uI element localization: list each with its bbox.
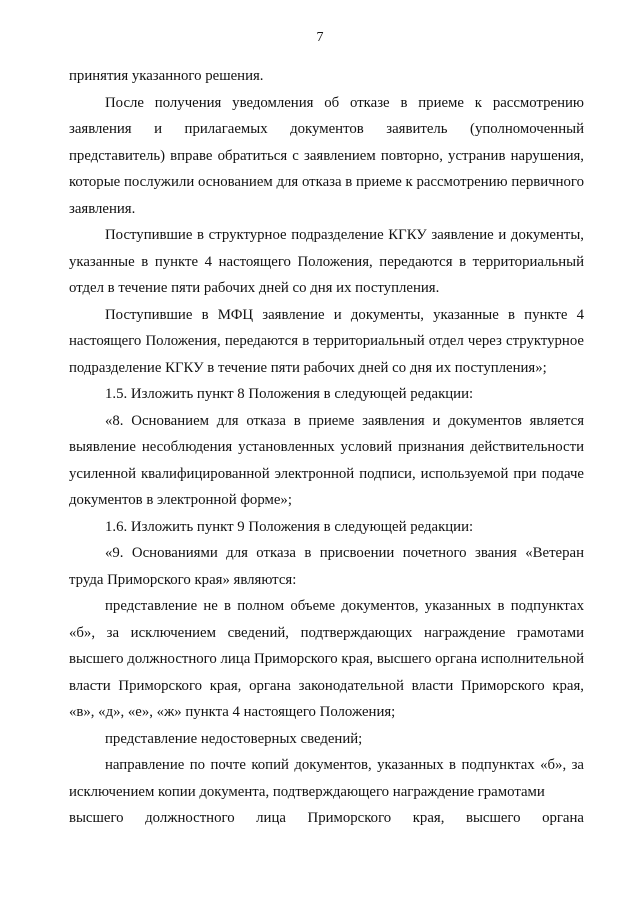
paragraph-final-line: высшего должностного лица Приморского края, высшего органа — [69, 810, 584, 826]
paragraph-point-9: «9. Основаниями для отказа в присвоении почетного звания «Ветеран труда Приморского края» являются: — [69, 545, 584, 588]
paragraph-point-8: «8. Основанием для отказа в приеме заявления и документов является выявление несоблюдения установленных условий признания действительности усиленной квалифицированной электронной подписи, используемой при подаче документов в электронной форме»; — [69, 412, 584, 508]
paragraph-continuation: принятия указанного решения. — [69, 68, 264, 84]
page-number: 7 — [316, 30, 324, 45]
paragraph-unreliable-info: представление недостоверных сведений; — [105, 730, 363, 747]
paragraph-kgku-transfer: Поступившие в структурное подразделение КГКУ заявление и документы, указанные в пункте 4 настоящего Положения, передаются в территориальный отдел в течение пяти рабочих дней со дня их поступления. — [69, 227, 584, 296]
document-body — [69, 63, 584, 832]
paragraph-mail-copies: направление по почте копий документов, указанных в подпунктах «б», за исключением копии документа, подтверждающего награждение грамотами — [69, 757, 584, 800]
paragraph-incomplete-documents: представление не в полном объеме документов, указанных в подпунктах «б», за исключением сведений, подтверждающих награждение грамотами высшего должностного лица Приморского края, высшего органа исполнительной власти Приморского края, органа законодательной власти Приморского края, «в», «д», «е», «ж» пункта 4 настоящего Положения; — [69, 598, 584, 720]
paragraph-item-1-5: 1.5. Изложить пункт 8 Положения в следующей редакции: — [105, 386, 474, 402]
paragraph-item-1-6: 1.6. Изложить пункт 9 Положения в следующей редакции: — [105, 518, 474, 535]
paragraph-reapplication-right: После получения уведомления об отказе в приеме к рассмотрению заявления и прилагаемых документов заявитель (уполномоченный представитель) вправе обратиться с заявлением повторно, устранив нарушения, которые послужили основанием для отказа в приеме к рассмотрению первичного заявления. — [69, 94, 584, 217]
paragraph-mfc-transfer: Поступившие в МФЦ заявление и документы, указанные в пункте 4 настоящего Положения, передаются в территориальный отдел через структурное подразделение КГКУ в течение пяти рабочих дней со дня их поступления»; — [69, 306, 584, 376]
